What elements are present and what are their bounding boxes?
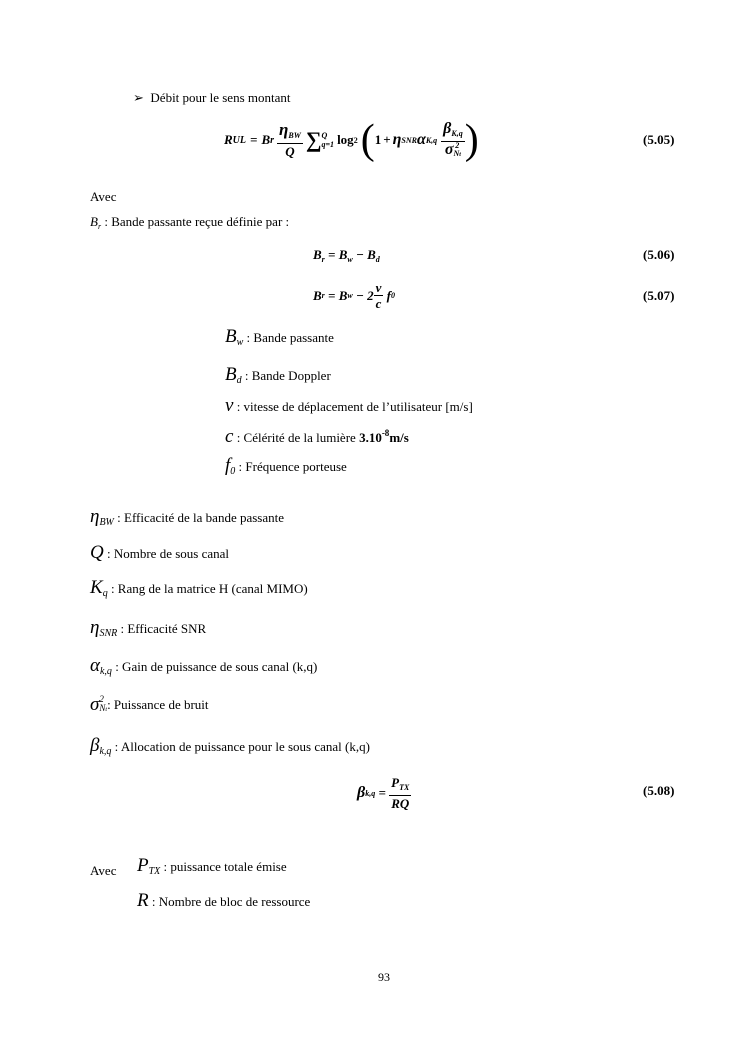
br-definition	[90, 214, 289, 235]
def-sigma	[90, 695, 209, 715]
eq-equals: =	[375, 785, 390, 800]
eq-one: 1	[374, 132, 382, 147]
eq-fraction	[277, 119, 303, 159]
def-text: : Fréquence porteuse	[235, 459, 347, 474]
eq-symbol: B	[367, 247, 376, 262]
def-symbol: R	[137, 890, 149, 911]
eq-sub: r	[321, 291, 325, 300]
eq-symbol: β	[443, 119, 452, 137]
def-symbol: Q	[90, 542, 104, 563]
def-text: : Rang de la matrice H (canal MIMO)	[107, 581, 308, 596]
eq-symbol: β	[357, 784, 366, 801]
eq-sub: d	[375, 255, 380, 264]
def-symbol: σ	[90, 694, 100, 715]
def-text: : Bande passante reçue définie par :	[101, 214, 290, 229]
def-symbol: B	[90, 214, 98, 229]
eq-minus: −	[352, 247, 368, 262]
def-text: : Puissance de bruit	[107, 697, 209, 712]
avec-label-2: Avec	[90, 863, 117, 878]
def-text: : puissance totale émise	[160, 859, 287, 874]
def-sub: k,q	[99, 666, 112, 677]
eq-sub: N	[453, 149, 460, 159]
def-symbol: v	[225, 395, 234, 416]
eq-symbol: B	[313, 247, 322, 262]
def-symbol: P	[137, 855, 149, 876]
eq-sub: BW	[288, 130, 301, 140]
eq-sub: r	[321, 255, 325, 264]
def-text: : Efficacité de la bande passante	[113, 510, 285, 525]
eq-symbol: B	[313, 287, 322, 303]
arrow-bullet-icon: ➢	[133, 90, 144, 105]
def-sub: q	[102, 588, 108, 599]
eq-equals: =	[324, 247, 339, 262]
eq-symbol: σ	[444, 140, 454, 158]
def-eta-bw	[90, 506, 285, 531]
eq-sub: w	[347, 291, 353, 300]
def-symbol: c	[225, 426, 234, 447]
equation-number: (5.08)	[643, 783, 675, 798]
eq-sub: 0	[391, 291, 395, 300]
eq-sub: TX	[399, 783, 410, 792]
eq-symbol: η	[392, 131, 402, 148]
bullet-line	[133, 90, 291, 106]
def-sub: BW	[99, 517, 114, 528]
eq-numerator: v	[375, 280, 382, 295]
def-sub: w	[236, 337, 244, 348]
equation-5-05: R UL = B r $\frac{\eta_{BW}}{Q}$ ∑ Q q=1 log 2 ( 1 + η SNR α K,q $\beta_{K,q}$ σ 2 Nt )	[224, 117, 479, 163]
sum-upper: Q	[321, 131, 328, 140]
def-sub: TX	[148, 866, 161, 877]
eq-symbol: R	[224, 132, 233, 147]
def-eta-snr	[90, 617, 207, 642]
eq-fraction	[389, 775, 411, 811]
def-bold: 3.10	[359, 430, 382, 445]
eq-inner-fraction	[441, 121, 465, 160]
equation-5-06	[313, 247, 380, 264]
def-text: : Nombre de bloc de ressource	[148, 894, 311, 909]
sum-limits	[322, 131, 335, 149]
def-r	[137, 890, 311, 911]
def-v	[225, 395, 473, 416]
eq-sub: K,q	[425, 135, 438, 145]
def-beta	[90, 735, 370, 760]
eq-equals: =	[324, 287, 339, 303]
eq-sub: k,q	[365, 788, 376, 798]
def-text: : Gain de puissance de sous canal (k,q)	[111, 659, 318, 674]
log-text: log	[337, 132, 354, 147]
eq-subsub: t	[459, 152, 461, 159]
def-subsub: t	[105, 707, 108, 713]
def-alpha	[90, 655, 318, 680]
eq-denominator: c	[375, 296, 382, 311]
def-text: : Allocation de puissance pour le sous canal (k,q)	[111, 739, 370, 754]
def-sup: -8	[381, 428, 390, 438]
eq-symbol: B	[338, 247, 348, 262]
eq-symbol: α	[416, 131, 426, 148]
eq-sub: SNR	[401, 135, 417, 145]
equation-number: (5.05)	[643, 132, 675, 147]
eq-symbol: B	[338, 287, 348, 303]
equation-5-08	[357, 775, 411, 811]
def-text: : Bande Doppler	[241, 368, 331, 383]
def-sub: k,q	[99, 746, 112, 757]
def-symbol: B	[225, 364, 237, 385]
avec-label: Avec	[90, 189, 117, 204]
def-sub: 0	[230, 466, 236, 477]
def-q	[90, 542, 230, 563]
def-c	[225, 425, 409, 446]
eq-fraction	[374, 280, 384, 311]
equation-number: (5.07)	[643, 288, 675, 303]
log-base: 2	[353, 135, 358, 145]
eq-symbol: B	[261, 132, 271, 147]
eq-numerator: P	[391, 775, 400, 790]
def-f0	[225, 455, 347, 480]
def-symbol: β	[90, 735, 100, 756]
def-symbol: f	[225, 455, 231, 476]
def-bold: m/s	[389, 430, 409, 445]
def-text: : Efficacité SNR	[117, 621, 207, 636]
page-number: 93	[378, 970, 390, 984]
equation-number: (5.06)	[643, 247, 675, 262]
equation-5-07	[313, 280, 395, 311]
def-text: : Bande passante	[243, 330, 334, 345]
def-symbol: η	[90, 617, 100, 638]
def-sup: 2	[99, 694, 104, 704]
def-text: : vitesse de déplacement de l’utilisateur [m/s]	[233, 399, 473, 414]
def-symbol: K	[90, 577, 103, 598]
def-symbol: B	[225, 326, 237, 347]
def-ptx	[137, 855, 287, 880]
def-text: : Nombre de sous canal	[103, 546, 230, 561]
eq-sup: 2	[455, 141, 460, 151]
eq-minus: − 2	[352, 287, 374, 303]
def-sub: N	[99, 703, 106, 713]
eq-equals: =	[250, 132, 258, 147]
def-symbol: η	[90, 506, 100, 527]
def-symbol: α	[90, 655, 100, 676]
def-bw	[225, 326, 334, 351]
def-bd	[225, 364, 331, 389]
def-kq	[90, 577, 308, 602]
eq-sub: UL	[232, 134, 247, 146]
def-sub: SNR	[99, 628, 118, 639]
eq-denominator: Q	[285, 143, 295, 159]
sum-lower: q=1	[321, 140, 335, 149]
def-sub: r	[97, 222, 102, 231]
def-text: : Célérité de la lumière	[233, 430, 360, 445]
def-sigma-scripts	[99, 695, 107, 715]
eq-symbol: f	[383, 287, 391, 303]
eq-sub: K,q	[451, 128, 463, 138]
eq-sub: w	[347, 255, 353, 264]
eq-symbol: η	[279, 119, 289, 139]
bullet-text: Débit pour le sens montant	[150, 90, 291, 105]
eq-denominator: RQ	[391, 796, 410, 811]
def-sub: d	[236, 375, 242, 386]
eq-plus: +	[383, 132, 391, 147]
sum-symbol: ∑	[305, 127, 322, 152]
eq-sub: r	[270, 134, 275, 146]
